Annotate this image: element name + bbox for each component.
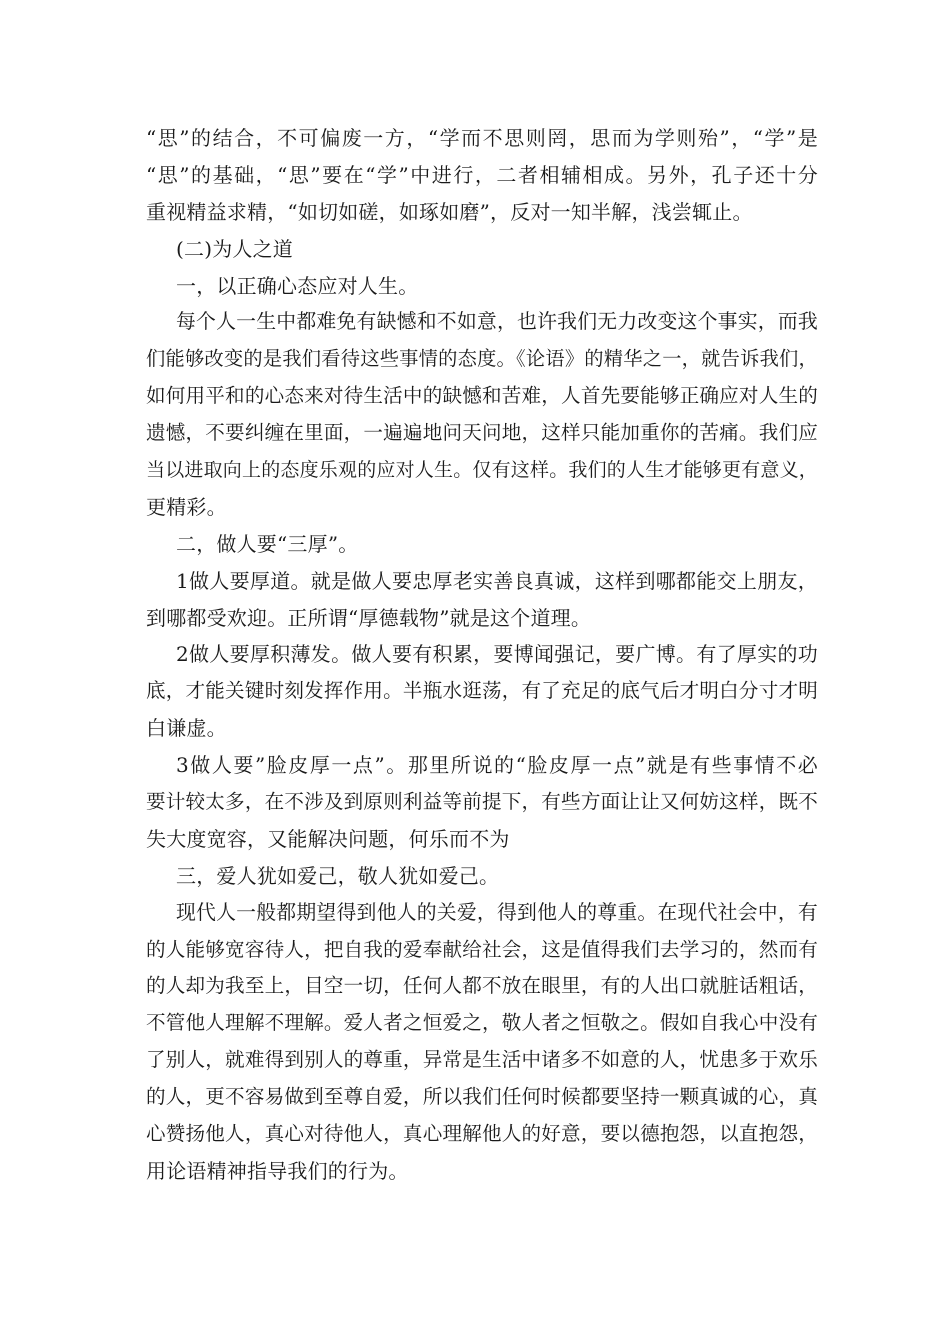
text-line: 的人却为我至上，目空一切，任何人都不放在眼里，有的人出口就脏话粗话， [146,974,818,998]
text-line: 如何用平和的心态来对待生活中的缺憾和苦难，人首先要能够正确应对人生的 [146,384,818,408]
text-line: 的人能够宽容待人，把自我的爱奉献给社会，这是值得我们去学习的，然而有 [146,937,818,961]
text-line: 3做人要”脸皮厚一点”。那里所说的“脸皮厚一点”就是有些事情不必 [176,753,818,778]
text-line: 每个人一生中都难免有缺憾和不如意，也许我们无力改变这个事实，而我 [176,310,818,334]
text-line: 三，爱人犹如爱己，敬人犹如爱己。 [176,863,500,888]
text-line: “思”的结合，不可偏废一方，“学而不思则罔，思而为学则殆”，“学”是 [146,126,818,150]
document-body [146,120,818,1190]
text-line: 底，才能关键时刻发挥作用。半瓶水逛荡，有了充足的底气后才明白分寸才明 [146,679,818,703]
text-line: 更精彩。 [146,494,227,519]
text-line: 到哪都受欢迎。正所谓“厚德载物”就是这个道理。 [146,605,592,630]
text-line: 们能够改变的是我们看待这些事情的态度。《论语》的精华之一，就告诉我们， [146,347,818,371]
text-line: 不管他人理解不理解。爱人者之恒爱之，敬人者之恒敬之。假如自我心中没有 [146,1011,818,1035]
text-line: (二)为人之道 [176,236,294,261]
text-line: 白谦虚。 [146,716,227,741]
text-line: 的人，更不容易做到至尊自爱，所以我们任何时候都要坚持一颗真诚的心，真 [146,1085,818,1109]
text-line: 1做人要厚道。就是做人要忠厚老实善良真诚，这样到哪都能交上朋友， [176,568,818,593]
text-line: 失大度宽容，又能解决问题，何乐而不为 [146,826,510,851]
text-line: 了别人，就难得到别人的尊重，异常是生活中诸多不如意的人，忧患多于欢乐 [146,1048,818,1072]
text-line: 用论语精神指导我们的行为。 [146,1158,409,1183]
text-line: 心赞扬他人，真心对待他人，真心理解他人的好意，要以德抱怨，以直抱怨， [146,1122,818,1146]
text-line: 当以进取向上的态度乐观的应对人生。仅有这样。我们的人生才能够更有意义， [146,459,819,482]
text-line: “思”的基础，“思”要在“学”中进行，二者相辅相成。另外，孔子还十分 [146,162,818,187]
text-line: 二，做人要“三厚”。 [176,531,359,556]
text-line: 一，以正确心态应对人生。 [176,273,419,298]
text-line: 现代人一般都期望得到他人的关爱，得到他人的尊重。在现代社会中，有 [176,900,818,924]
text-line: 要计较太多，在不涉及到原则利益等前提下，有些方面让让又何妨这样，既不 [146,790,818,814]
text-line: 遗憾，不要纠缠在里面，一遍遍地问天问地，这样只能加重你的苦痛。我们应 [146,421,818,445]
text-line: 重视精益求精，“如切如磋，如琢如磨”，反对一知半解，浅尝辄止。 [146,199,753,224]
text-line: 2做人要厚积薄发。做人要有积累，要博闻强记，要广博。有了厚实的功 [176,642,818,667]
